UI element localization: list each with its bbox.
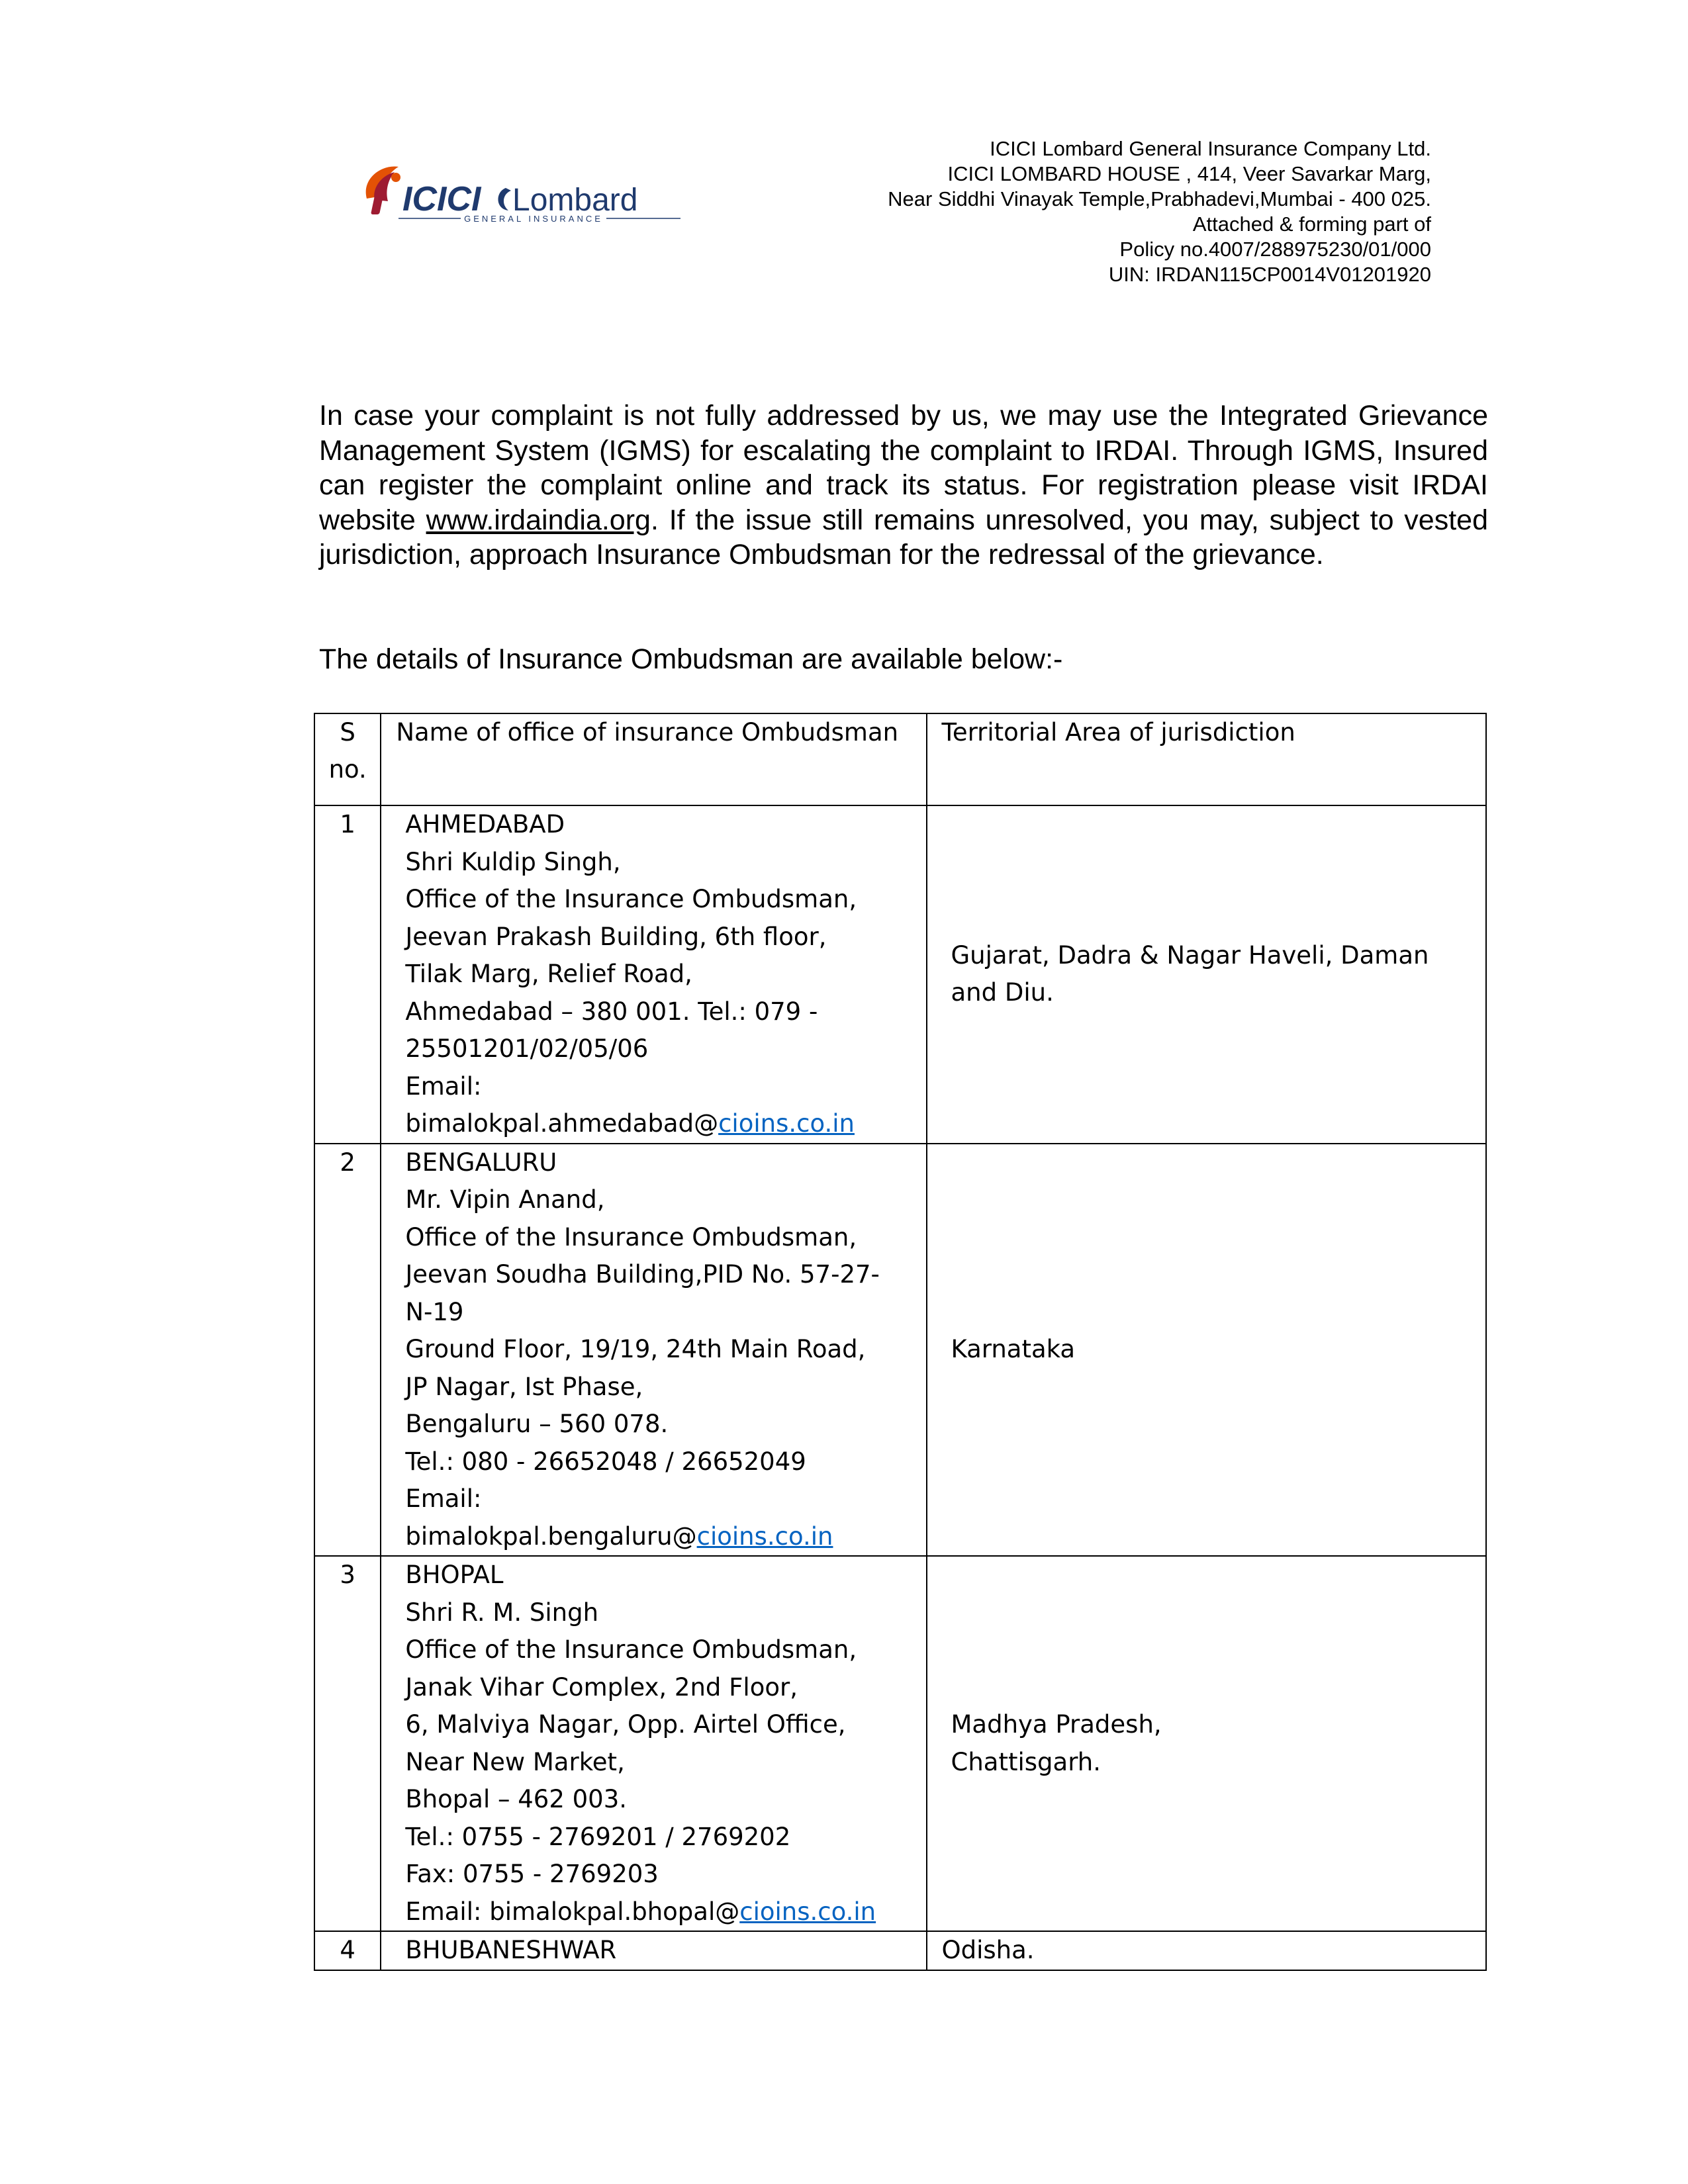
office-email — [405, 1893, 925, 1931]
irdai-website-link[interactable]: www.irdaindia.org — [426, 504, 651, 536]
row-office — [381, 1931, 926, 1970]
table-row — [314, 1144, 1486, 1557]
office-line: Fax: 0755 - 2769203 — [405, 1860, 659, 1888]
header-policy-number: Policy no.4007/288975230/01/000 — [1119, 238, 1431, 261]
territory-line: Odisha. — [941, 1936, 1035, 1964]
header-sno — [314, 713, 381, 805]
company-address-block — [703, 136, 1431, 287]
row-sno: 1 — [314, 805, 381, 1144]
territory-line: Chattisgarh. — [951, 1747, 1101, 1776]
logo-brand-right: Lombard — [512, 183, 638, 218]
office-line: BHUBANESHWAR — [405, 1936, 617, 1964]
email-prefix: bimalokpal.ahmedabad@ — [405, 1109, 719, 1138]
office-line: 6, Malviya Nagar, Opp. Airtel Office, — [405, 1710, 846, 1739]
office-line: Shri Kuldip Singh, — [405, 847, 621, 876]
intro-text-before-link: In case your complaint is not fully addressed by us, we may use the Integrated Grievance Management System (IGMS) for escalating the complaint to IRDAI. Through IGMS, Insured can register the complaint online and track its status. For registration please visit IRDAI website — [319, 400, 1488, 536]
territory-line: Karnataka — [951, 1335, 1076, 1363]
table-row — [314, 805, 1486, 1144]
office-line: Tel.: 0755 - 2769201 / 2769202 — [405, 1822, 791, 1851]
office-line: Office of the Insurance Ombudsman, — [405, 1222, 857, 1251]
email-prefix: bimalokpal.bengaluru@ — [405, 1522, 697, 1551]
office-line: AHMEDABAD — [405, 810, 565, 839]
office-line: Ahmedabad – 380 001. Tel.: 079 - — [405, 997, 818, 1026]
logo-tagline: GENERAL INSURANCE — [464, 214, 603, 224]
row-office — [381, 805, 926, 1144]
ombudsman-table — [314, 713, 1487, 1971]
email-domain-link[interactable]: cioins.co.in — [739, 1897, 876, 1926]
ombudsman-details-heading: The details of Insurance Ombudsman are available below:- — [319, 643, 1063, 675]
office-line: Email: — [405, 1071, 482, 1101]
office-line: Jeevan Soudha Building,PID No. 57-27- — [405, 1260, 880, 1289]
office-line: BENGALURU — [405, 1148, 557, 1177]
office-email — [405, 1518, 925, 1556]
row-territory — [927, 1144, 1487, 1557]
office-email — [405, 1105, 925, 1143]
office-line: Office of the Insurance Ombudsman, — [405, 1635, 857, 1664]
header-address-line1: ICICI LOMBARD HOUSE , 414, Veer Savarkar Marg, — [947, 162, 1431, 185]
header-attached-note: Attached & forming part of — [1192, 212, 1431, 236]
header-territory: Territorial Area of jurisdiction — [927, 713, 1487, 805]
row-territory — [927, 1931, 1487, 1970]
header-company-name: ICICI Lombard General Insurance Company Ltd. — [990, 137, 1431, 160]
office-line: Office of the Insurance Ombudsman, — [405, 885, 857, 913]
row-sno: 4 — [314, 1931, 381, 1970]
office-line: 25501201/02/05/06 — [405, 1034, 649, 1063]
row-office — [381, 1144, 926, 1557]
table-row — [314, 1931, 1486, 1970]
office-line: Email: — [405, 1484, 482, 1513]
territory-line: Madhya Pradesh, — [951, 1710, 1162, 1739]
office-line: Jeevan Prakash Building, 6th floor, — [405, 922, 827, 951]
header-office: Name of office of insurance Ombudsman — [381, 713, 926, 805]
territory-line: and Diu. — [951, 978, 1054, 1007]
logo-brand-left: ICICI — [402, 180, 481, 218]
office-line: Janak Vihar Complex, 2nd Floor, — [405, 1672, 798, 1702]
row-territory — [927, 805, 1487, 1144]
intro-text-after-link: . If the issue still remains unresolved, you may, subject to vested jurisdiction, approach Insurance Ombudsman for the redressal of the grievance. — [319, 504, 1488, 570]
office-line: Near New Market, — [405, 1747, 625, 1776]
icici-lombard-logo — [355, 152, 686, 232]
header-uin: UIN: IRDAN115CP0014V01201920 — [1108, 263, 1431, 286]
header-sno-line1: S — [340, 718, 355, 747]
email-domain-link[interactable]: cioins.co.in — [718, 1109, 855, 1138]
table-header-row — [314, 713, 1486, 805]
territory-line: Gujarat, Dadra & Nagar Haveli, Daman — [951, 940, 1429, 970]
email-domain-link[interactable]: cioins.co.in — [696, 1522, 833, 1551]
office-line: Ground Floor, 19/19, 24th Main Road, — [405, 1335, 866, 1363]
office-line: BHOPAL — [405, 1561, 504, 1589]
row-sno: 2 — [314, 1144, 381, 1557]
row-territory — [927, 1556, 1487, 1931]
table-row — [314, 1556, 1486, 1931]
office-line: Mr. Vipin Anand, — [405, 1185, 605, 1214]
office-line: JP Nagar, Ist Phase, — [405, 1372, 643, 1401]
office-line: Bengaluru – 560 078. — [405, 1410, 669, 1438]
office-line: Bhopal – 462 003. — [405, 1785, 628, 1813]
header-address-line2: Near Siddhi Vinayak Temple,Prabhadevi,Mumbai - 400 025. — [888, 187, 1431, 210]
office-line: Tilak Marg, Relief Road, — [405, 960, 692, 988]
header-sno-line2: no. — [328, 755, 367, 784]
office-line: Tel.: 080 - 26652048 / 26652049 — [405, 1447, 806, 1476]
row-office — [381, 1556, 926, 1931]
office-line: Shri R. M. Singh — [405, 1598, 599, 1627]
email-prefix: Email: bimalokpal.bhopal@ — [405, 1897, 740, 1926]
office-line: N-19 — [405, 1297, 464, 1326]
grievance-paragraph — [319, 398, 1488, 572]
row-sno: 3 — [314, 1556, 381, 1931]
